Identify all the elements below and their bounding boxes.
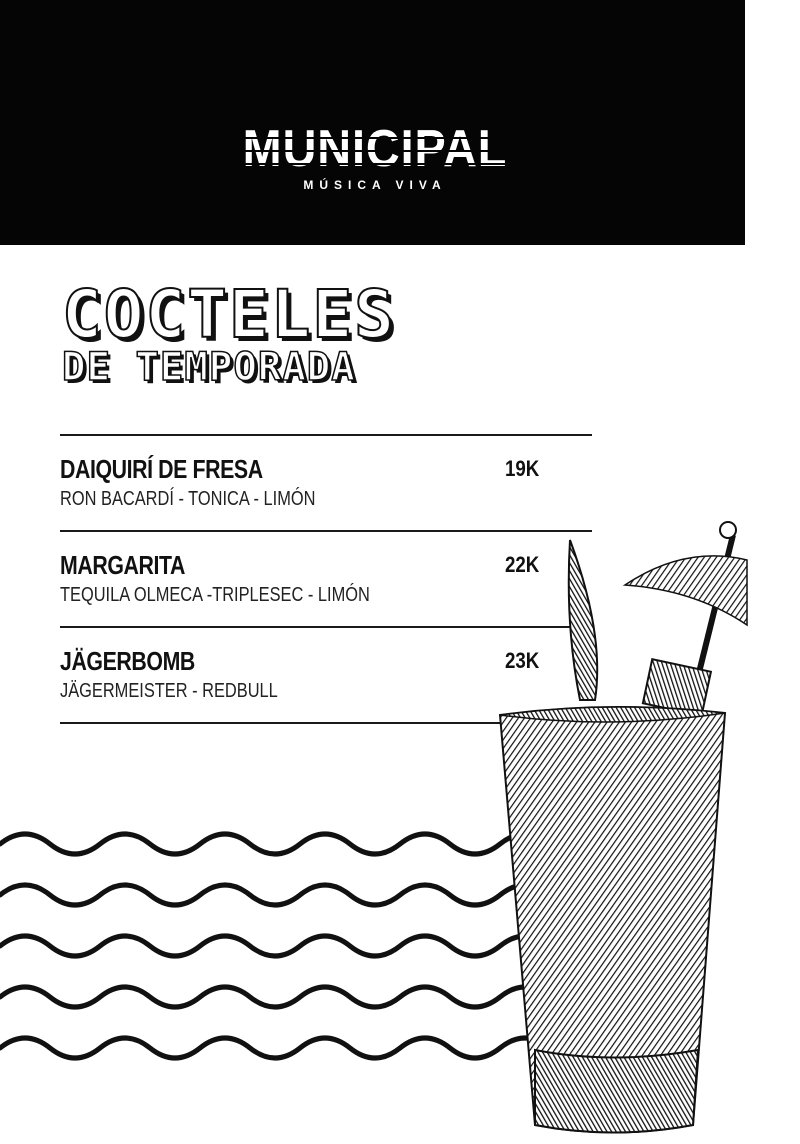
page-title: COCTELES xyxy=(62,276,396,353)
page-subtitle: DE TEMPORADA xyxy=(62,345,356,390)
menu-item-price: 19K xyxy=(505,456,540,481)
menu-item-price: 23K xyxy=(505,648,540,673)
menu-item-description: RON BACARDÍ - TONICA - LIMÓN xyxy=(60,488,316,510)
menu-item-price: 22K xyxy=(505,552,540,577)
brand-logo xyxy=(200,120,550,200)
menu-item-description: JÄGERMEISTER - REDBULL xyxy=(60,680,278,702)
wave-lines-decoration xyxy=(0,820,560,1070)
menu-item-name: JÄGERBOMB xyxy=(60,646,195,676)
menu-item-description: TEQUILA OLMECA -TRIPLESEC - LIMÓN xyxy=(60,584,370,606)
brand-name: MUNICIPAL xyxy=(242,120,508,178)
header-banner xyxy=(0,0,745,245)
brand-tagline: MÚSICA VIVA xyxy=(303,178,447,192)
menu-item-name: MARGARITA xyxy=(60,550,186,580)
menu-item-name: DAIQUIRÍ DE FRESA xyxy=(60,454,263,484)
cocktail-illustration xyxy=(495,515,755,1144)
